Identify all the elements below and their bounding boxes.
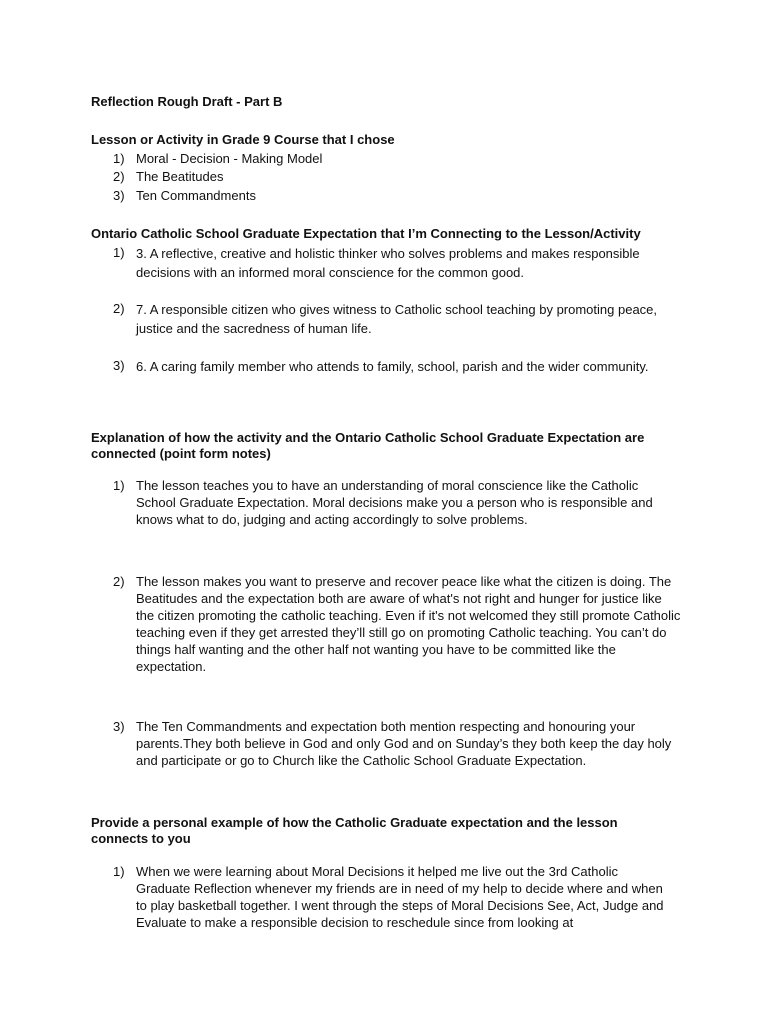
- list-item: [113, 477, 673, 528]
- list-item-number: 3): [113, 358, 125, 373]
- list-item-number: 2): [113, 574, 125, 589]
- list-item: [113, 357, 653, 376]
- section-heading-personal-example: Provide a personal example of how the Catholic Graduate expectation and the lesson connects to you: [91, 815, 618, 846]
- section-heading-expectation: Ontario Catholic School Graduate Expectation that I’m Connecting to the Lesson/Activity: [91, 226, 641, 241]
- list-item-text: The lesson makes you want to preserve and recover peace like what the citizen is doing. The Beatitudes and the expectation both are aware of what's not right and hunger for justice like the citizen promoting the catholic teaching. Even if it's not welcomed they still promote Catholic teaching even if they get arrested they’ll still go on promoting Catholic teaching. You can’t do things half wanting and the other half not wanting you have to be committed like the expectation.: [136, 574, 681, 674]
- section-heading-explanation: Explanation of how the activity and the Ontario Catholic School Graduate Expectation are connected (point form notes): [91, 430, 645, 461]
- list-item: [113, 718, 673, 769]
- list-item: [113, 300, 675, 338]
- list-item-number: 1): [113, 864, 125, 879]
- list-item-number: 2): [113, 169, 125, 184]
- list-item: [113, 863, 673, 931]
- list-item-text: Ten Commandments: [136, 188, 256, 203]
- list-item: [113, 187, 683, 204]
- list-item-text: 6. A caring family member who attends to family, school, parish and the wider community.: [136, 359, 649, 374]
- list-item-text: Moral - Decision - Making Model: [136, 151, 323, 166]
- list-item-number: 2): [113, 301, 125, 316]
- list-item-number: 3): [113, 719, 125, 734]
- list-item-text: 7. A responsible citizen who gives witness to Catholic school teaching by promoting peace, justice and the sacredness of human life.: [136, 302, 658, 336]
- list-item-text: 3. A reflective, creative and holistic thinker who solves problems and makes responsible decisions with an informed moral conscience for the common good.: [136, 246, 640, 280]
- list-item: [113, 168, 683, 185]
- list-item: [113, 573, 681, 675]
- list-item: [113, 244, 675, 282]
- section-heading-lesson: Lesson or Activity in Grade 9 Course that I chose: [91, 132, 395, 147]
- list-item-number: 3): [113, 188, 125, 203]
- list-item-text: The lesson teaches you to have an understanding of moral conscience like the Catholic School Graduate Expectation. Moral decisions make you a person who is responsible and knows what to do, judging and acting accordingly to solve problems.: [136, 478, 653, 527]
- list-item-number: 1): [113, 245, 125, 260]
- list-item-text: The Ten Commandments and expectation both mention respecting and honouring your parents.They both believe in God and only God and on Sunday’s they both keep the day holy and participate or go to Church like the Catholic School Graduate Expectation.: [136, 719, 672, 768]
- list-item-number: 1): [113, 478, 125, 493]
- list-item-number: 1): [113, 151, 125, 166]
- document-title: Reflection Rough Draft - Part B: [91, 94, 283, 109]
- list-item-text: The Beatitudes: [136, 169, 224, 184]
- list-item-text: When we were learning about Moral Decisions it helped me live out the 3rd Catholic Graduate Reflection whenever my friends are in need of my help to decide where and when to play basketball together. I went through the steps of Moral Decisions See, Act, Judge and Evaluate to make a responsible decision to reschedule since from looking at: [136, 864, 664, 930]
- list-item: [113, 150, 683, 167]
